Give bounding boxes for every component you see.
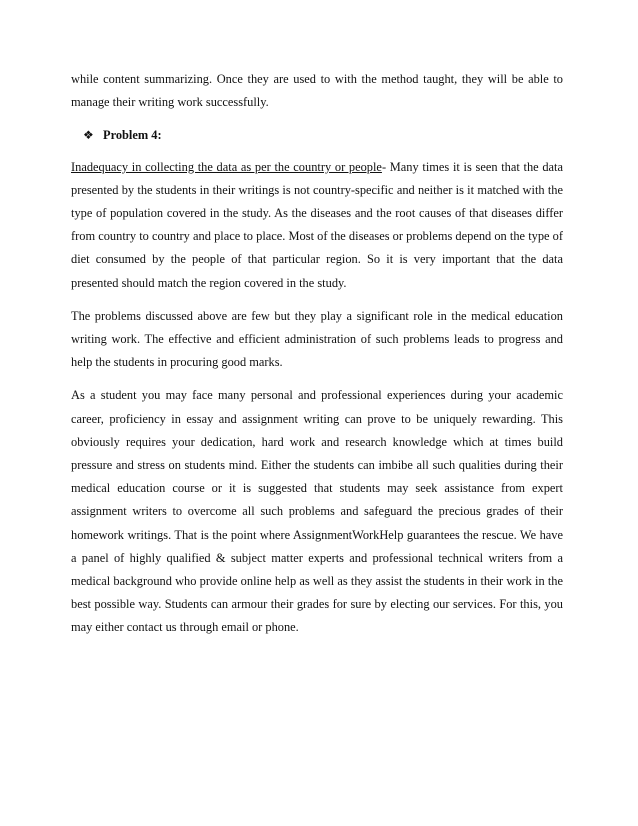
problem-lead-underlined: Inadequacy in collecting the data as per the country or people	[71, 159, 382, 174]
section-heading-text: Problem 4:	[103, 128, 162, 143]
section-heading	[71, 124, 563, 147]
problem-paragraph	[71, 156, 563, 295]
diamond-bullet-icon: ❖	[83, 128, 94, 143]
summary-paragraph: The problems discussed above are few but they play a significant role in the medical education writing work. The effective and efficient administration of such problems leads to progress and help the students in procuring good marks.	[71, 308, 563, 370]
closing-paragraph: As a student you may face many personal and professional experiences during your academic career, proficiency in essay and assignment writing can prove to be uniquely rewarding. This obviously requires your dedication, hard work and research knowledge which at times build pressure and stress on students mind. Either the students can imbibe all such qualities during their medical education course or it is suggested that students may seek assistance from expert assignment writers to overcome all such problems and safeguard the precious grades of their homework writings. That is the point where AssignmentWorkHelp guarantees the rescue. We have a panel of highly qualified & subject matter experts and professional technical writers from a medical background who provide online help as well as they assist the students in their work in the best possible way. Students can armour their grades for sure by electing our services. For this, you may either contact us through email or phone.	[71, 388, 563, 635]
problem-paragraph-body: - Many times it is seen that the data presented by the students in their writings is not country-specific and neither is it matched with the type of population covered in the study. As the diseases and the root causes of that diseases differ from country to country and place to place. Most of the diseases or problems depend on the type of diet consumed by the people of that particular region. So it is very important that the data presented should match the region covered in the study.	[71, 159, 563, 290]
document-page	[71, 68, 563, 650]
intro-paragraph: while content summarizing. Once they are used to with the method taught, they will be able to manage their writing work successfully.	[71, 72, 563, 110]
